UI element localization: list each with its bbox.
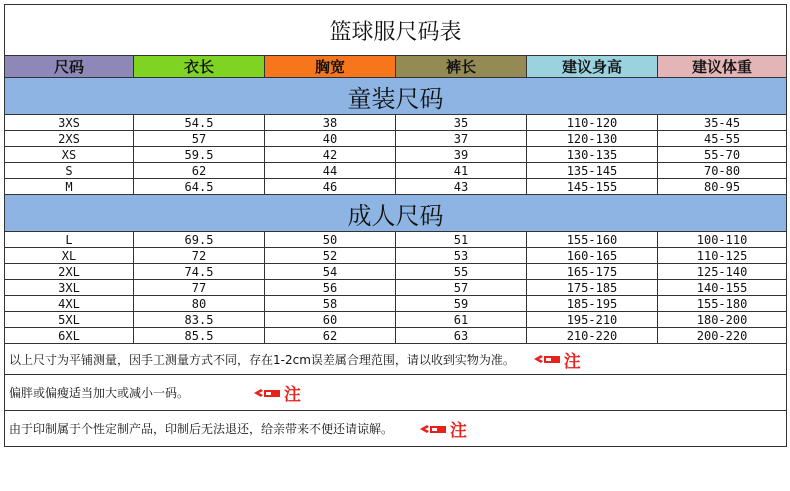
cell-height: 120-130 [527,131,658,147]
cell-pants: 57 [396,280,527,296]
cell-weight: 125-140 [658,264,787,280]
size-chart [4,4,786,447]
cell-chest: 58 [265,296,396,312]
cell-size: 3XS [5,115,134,131]
cell-chest: 38 [265,115,396,131]
cell-length: 57 [134,131,265,147]
cell-length: 74.5 [134,264,265,280]
cell-chest: 44 [265,163,396,179]
table-row [5,115,787,131]
cell-pants: 59 [396,296,527,312]
cell-chest: 62 [265,328,396,344]
pointing-hand-icon [253,387,281,399]
note-row [5,411,787,447]
table-row [5,264,787,280]
header-height: 建议身高 [527,56,658,78]
cell-length: 62 [134,163,265,179]
cell-height: 145-155 [527,179,658,195]
header-chest: 胸宽 [265,56,396,78]
cell-length: 83.5 [134,312,265,328]
cell-chest: 52 [265,248,396,264]
header-length: 衣长 [134,56,265,78]
adults-section-title: 成人尺码 [5,195,787,232]
cell-weight: 180-200 [658,312,787,328]
note-row [5,344,787,375]
note-text: 偏胖或偏瘦适当加大或减小一码。 [9,386,190,400]
note-mark [253,380,301,405]
cell-height: 165-175 [527,264,658,280]
cell-weight: 80-95 [658,179,787,195]
cell-size: S [5,163,134,179]
cell-pants: 61 [396,312,527,328]
pointing-hand-icon [533,353,561,365]
cell-chest: 42 [265,147,396,163]
note-label: 注 [283,385,301,405]
note-text: 由于印制属于个性定制产品，印制后无法退还，给亲带来不便还请谅解。 [9,422,394,436]
note-mark [419,416,467,441]
table-row [5,248,787,264]
cell-chest: 50 [265,232,396,248]
cell-length: 85.5 [134,328,265,344]
cell-pants: 63 [396,328,527,344]
cell-length: 80 [134,296,265,312]
cell-size: 5XL [5,312,134,328]
table-row [5,163,787,179]
cell-pants: 55 [396,264,527,280]
cell-height: 135-145 [527,163,658,179]
cell-length: 59.5 [134,147,265,163]
cell-pants: 35 [396,115,527,131]
table-row [5,232,787,248]
cell-chest: 40 [265,131,396,147]
cell-pants: 43 [396,179,527,195]
cell-weight: 45-55 [658,131,787,147]
table-row [5,179,787,195]
cell-size: XL [5,248,134,264]
cell-height: 185-195 [527,296,658,312]
cell-chest: 56 [265,280,396,296]
cell-weight: 200-220 [658,328,787,344]
cell-length: 64.5 [134,179,265,195]
cell-size: L [5,232,134,248]
size-table [4,4,787,447]
note-label: 注 [563,351,581,372]
cell-pants: 51 [396,232,527,248]
cell-length: 54.5 [134,115,265,131]
note-row [5,375,787,411]
table-row [5,312,787,328]
cell-size: M [5,179,134,195]
cell-pants: 37 [396,131,527,147]
table-row [5,328,787,344]
cell-chest: 60 [265,312,396,328]
cell-pants: 39 [396,147,527,163]
cell-size: 2XL [5,264,134,280]
header-pants: 裤长 [396,56,527,78]
cell-height: 195-210 [527,312,658,328]
cell-length: 72 [134,248,265,264]
cell-height: 130-135 [527,147,658,163]
cell-pants: 53 [396,248,527,264]
cell-weight: 35-45 [658,115,787,131]
cell-size: XS [5,147,134,163]
cell-height: 160-165 [527,248,658,264]
cell-chest: 54 [265,264,396,280]
cell-height: 210-220 [527,328,658,344]
table-row [5,147,787,163]
cell-weight: 140-155 [658,280,787,296]
note-mark [533,347,581,372]
header-size: 尺码 [5,56,134,78]
cell-weight: 70-80 [658,163,787,179]
cell-size: 4XL [5,296,134,312]
table-row [5,296,787,312]
cell-weight: 110-125 [658,248,787,264]
cell-length: 69.5 [134,232,265,248]
note-text: 以上尺寸为平铺测量，因手工测量方式不同，存在1-2cm误差属合理范围，请以收到实物为准。 [9,352,515,367]
cell-chest: 46 [265,179,396,195]
cell-weight: 155-180 [658,296,787,312]
cell-weight: 55-70 [658,147,787,163]
table-row [5,280,787,296]
header-row [5,56,787,78]
cell-pants: 41 [396,163,527,179]
cell-size: 6XL [5,328,134,344]
cell-height: 110-120 [527,115,658,131]
cell-height: 175-185 [527,280,658,296]
kids-section-title: 童装尺码 [5,78,787,115]
table-row [5,131,787,147]
header-weight: 建议体重 [658,56,787,78]
note-label: 注 [449,421,467,441]
cell-weight: 100-110 [658,232,787,248]
cell-length: 77 [134,280,265,296]
cell-height: 155-160 [527,232,658,248]
cell-size: 2XS [5,131,134,147]
cell-size: 3XL [5,280,134,296]
pointing-hand-icon [419,423,447,435]
chart-title: 篮球服尺码表 [5,5,787,56]
